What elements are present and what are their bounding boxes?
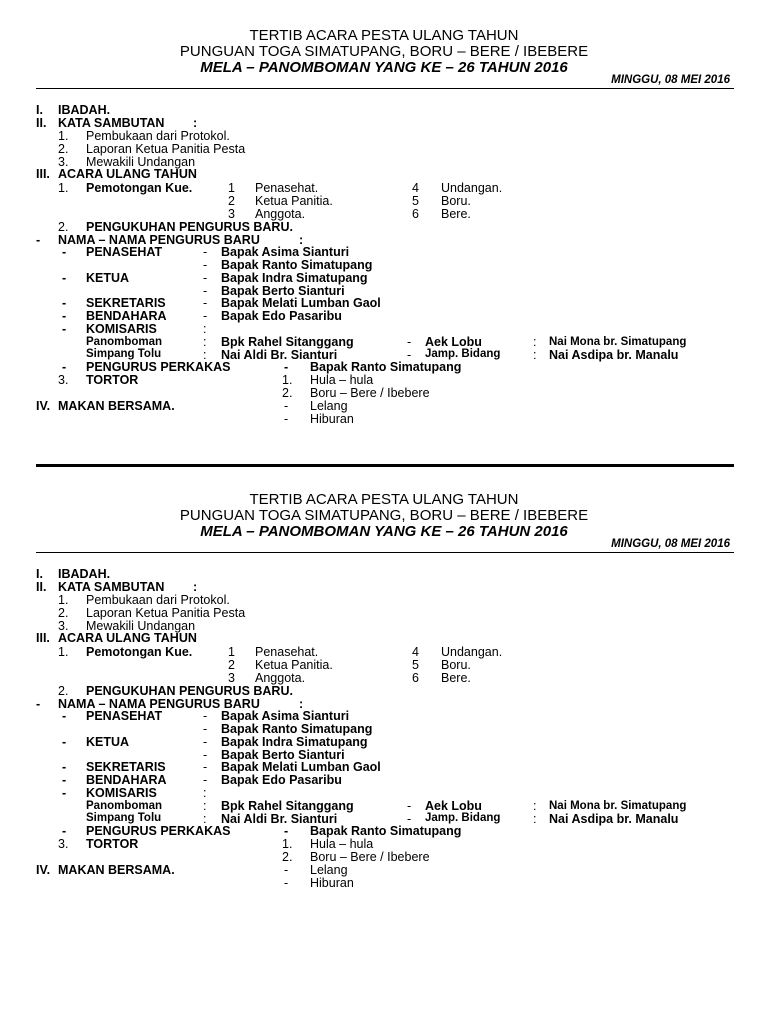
- kue-num: 4: [412, 181, 419, 195]
- officer-name: Bapak Edo Pasaribu: [221, 309, 342, 323]
- kue-item: Anggota.: [255, 207, 306, 221]
- bullet-dash: -: [62, 322, 67, 336]
- bullet-dash: -: [62, 773, 67, 787]
- title-line-1: TERTIB ACARA PESTA ULANG TAHUN: [249, 27, 519, 44]
- role-bendahara: BENDAHARA: [86, 773, 167, 787]
- pengukuhan-label: PENGUKUHAN PENGURUS BARU.: [86, 220, 293, 234]
- officer-name: Nai Mona br. Simatupang: [549, 800, 687, 812]
- colon: :: [533, 799, 537, 813]
- section-kata-sambutan: KATA SAMBUTAN: [58, 580, 165, 594]
- title-line-2: PUNGUAN TOGA SIMATUPANG, BORU – BERE / IBEBERE: [179, 43, 589, 60]
- name-dash: -: [407, 348, 412, 362]
- section-makan-bersama: MAKAN BERSAMA.: [58, 399, 175, 413]
- colon: :: [299, 697, 304, 711]
- tortor-label: TORTOR: [86, 373, 139, 387]
- list-num: 3.: [58, 619, 69, 633]
- bullet-dash: -: [62, 296, 67, 310]
- colon: :: [533, 812, 537, 826]
- name-dash: -: [203, 773, 208, 787]
- nama-pengurus-label: NAMA – NAMA PENGURUS BARU: [58, 697, 260, 711]
- kue-item: Ketua Panitia.: [255, 658, 333, 672]
- officer-name: Bapak Melati Lumban Gaol: [221, 296, 381, 310]
- role-perkakas: PENGURUS PERKAKAS: [86, 360, 231, 374]
- list-num: 3.: [58, 373, 69, 387]
- section-makan-bersama: MAKAN BERSAMA.: [58, 863, 175, 877]
- role-perkakas: PENGURUS PERKAKAS: [86, 824, 231, 838]
- colon: :: [299, 233, 304, 247]
- date-label: MINGGU, 08 MEI 2016: [611, 74, 730, 86]
- officer-name: Bapak Berto Sianturi: [221, 284, 345, 298]
- section-num: II.: [36, 580, 47, 594]
- nama-pengurus-label: NAMA – NAMA PENGURUS BARU: [58, 233, 260, 247]
- officer-name: Bapak Asima Sianturi: [221, 709, 350, 723]
- name-dash: -: [203, 735, 208, 749]
- komisaris-area: Aek Lobu: [425, 335, 482, 349]
- kue-item: Bere.: [441, 207, 471, 221]
- section-num: IV.: [36, 863, 51, 877]
- officer-name: Bapak Indra Simatupang: [221, 271, 368, 285]
- officer-name: Bapak Edo Pasaribu: [221, 773, 342, 787]
- role-ketua: KETUA: [86, 735, 130, 749]
- officer-name: Bpk Rahel Sitanggang: [221, 335, 354, 349]
- komisaris-area: Aek Lobu: [425, 799, 482, 813]
- officer-name: Bapak Melati Lumban Gaol: [221, 760, 381, 774]
- dash: -: [36, 233, 41, 247]
- role-penasehat: PENASEHAT: [86, 245, 163, 259]
- title-line-3: MELA – PANOMBOMAN YANG KE – 26 TAHUN 2016: [200, 523, 568, 540]
- kue-item: Ketua Panitia.: [255, 194, 333, 208]
- komisaris-area: Jamp. Bidang: [425, 348, 501, 360]
- list-item: Pembukaan dari Protokol.: [86, 593, 230, 607]
- role-komisaris: KOMISARIS: [86, 322, 157, 336]
- title-line-3: MELA – PANOMBOMAN YANG KE – 26 TAHUN 2016: [200, 59, 568, 76]
- list-dash: -: [284, 863, 289, 877]
- kue-item: Anggota.: [255, 671, 306, 685]
- section-num: III.: [36, 631, 50, 645]
- kue-num: 1: [228, 645, 235, 659]
- name-dash: -: [203, 284, 208, 298]
- list-item: Lelang: [310, 863, 348, 877]
- section-kata-sambutan: KATA SAMBUTAN: [58, 116, 165, 130]
- pemotongan-kue-label: Pemotongan Kue.: [86, 181, 193, 195]
- bullet-dash: -: [62, 735, 67, 749]
- officer-name: Bapak Ranto Simatupang: [310, 360, 462, 374]
- officer-name: Bapak Ranto Simatupang: [310, 824, 462, 838]
- officer-name: Bapak Ranto Simatupang: [221, 258, 373, 272]
- kue-item: Penasehat.: [255, 181, 319, 195]
- komisaris-area: Panomboman: [86, 336, 163, 348]
- name-dash: -: [203, 245, 208, 259]
- list-num: 1.: [58, 129, 69, 143]
- header-rule: [36, 552, 734, 553]
- list-item: Pembukaan dari Protokol.: [86, 129, 230, 143]
- colon: :: [203, 322, 207, 336]
- bullet-dash: -: [62, 360, 67, 374]
- bullet-dash: -: [62, 245, 67, 259]
- bullet-dash: -: [62, 786, 67, 800]
- komisaris-area: Jamp. Bidang: [425, 812, 501, 824]
- pemotongan-kue-label: Pemotongan Kue.: [86, 645, 193, 659]
- officer-name: Nai Asdipa br. Manalu: [549, 812, 679, 826]
- pengukuhan-label: PENGUKUHAN PENGURUS BARU.: [86, 684, 293, 698]
- colon: :: [193, 116, 198, 130]
- kue-num: 3: [228, 671, 235, 685]
- section-ibadah: IBADAH.: [58, 103, 111, 117]
- kue-num: 4: [412, 645, 419, 659]
- list-num: 2.: [58, 142, 69, 156]
- tortor-item: Hula – hula: [310, 373, 374, 387]
- bullet-dash: -: [62, 824, 67, 838]
- list-item: Laporan Ketua Panitia Pesta: [86, 606, 246, 620]
- name-dash: -: [203, 760, 208, 774]
- komisaris-area: Simpang Tolu: [86, 348, 162, 360]
- list-num: 2.: [58, 606, 69, 620]
- name-dash: -: [203, 309, 208, 323]
- section-num: I.: [36, 567, 43, 581]
- name-dash: -: [407, 799, 412, 813]
- section-acara-ulang-tahun: ACARA ULANG TAHUN: [58, 631, 197, 645]
- name-dash: -: [203, 709, 208, 723]
- title-line-1: TERTIB ACARA PESTA ULANG TAHUN: [249, 491, 519, 508]
- program-copy-2: [0, 464, 768, 904]
- kue-num: 5: [412, 658, 419, 672]
- officer-name: Nai Mona br. Simatupang: [549, 336, 687, 348]
- tortor-label: TORTOR: [86, 837, 139, 851]
- officer-name: Nai Aldi Br. Sianturi: [221, 348, 338, 362]
- name-dash: -: [203, 722, 208, 736]
- kue-num: 6: [412, 671, 419, 685]
- colon: :: [203, 348, 207, 362]
- list-item: Lelang: [310, 399, 348, 413]
- colon: :: [203, 786, 207, 800]
- bullet-dash: -: [62, 709, 67, 723]
- role-sekretaris: SEKRETARIS: [86, 760, 166, 774]
- list-num: 2.: [58, 220, 69, 234]
- list-item: Hiburan: [310, 412, 354, 426]
- program-copy-1: [0, 0, 768, 440]
- tortor-num: 1.: [282, 837, 293, 851]
- section-num: II.: [36, 116, 47, 130]
- kue-num: 1: [228, 181, 235, 195]
- kue-item: Undangan.: [441, 181, 503, 195]
- name-dash: -: [284, 360, 289, 374]
- colon: :: [193, 580, 198, 594]
- kue-num: 2: [228, 658, 235, 672]
- header-rule: [36, 88, 734, 89]
- colon: :: [203, 812, 207, 826]
- kue-item: Undangan.: [441, 645, 503, 659]
- colon: :: [203, 799, 207, 813]
- list-num: 3.: [58, 155, 69, 169]
- officer-name: Bapak Indra Simatupang: [221, 735, 368, 749]
- title-line-2: PUNGUAN TOGA SIMATUPANG, BORU – BERE / IBEBERE: [179, 507, 589, 524]
- section-acara-ulang-tahun: ACARA ULANG TAHUN: [58, 167, 197, 181]
- list-num: 1.: [58, 593, 69, 607]
- tortor-item: Boru – Bere / Ibebere: [310, 850, 430, 864]
- section-ibadah: IBADAH.: [58, 567, 111, 581]
- colon: :: [533, 335, 537, 349]
- list-dash: -: [284, 399, 289, 413]
- kue-item: Bere.: [441, 671, 471, 685]
- list-dash: -: [284, 876, 289, 890]
- list-num: 1.: [58, 181, 69, 195]
- role-komisaris: KOMISARIS: [86, 786, 157, 800]
- name-dash: -: [407, 335, 412, 349]
- tortor-item: Boru – Bere / Ibebere: [310, 386, 430, 400]
- name-dash: -: [284, 824, 289, 838]
- kue-item: Boru.: [441, 194, 471, 208]
- officer-name: Bpk Rahel Sitanggang: [221, 799, 354, 813]
- role-penasehat: PENASEHAT: [86, 709, 163, 723]
- colon: :: [203, 335, 207, 349]
- role-bendahara: BENDAHARA: [86, 309, 167, 323]
- date-label: MINGGU, 08 MEI 2016: [611, 538, 730, 550]
- kue-num: 3: [228, 207, 235, 221]
- role-ketua: KETUA: [86, 271, 130, 285]
- name-dash: -: [203, 748, 208, 762]
- list-item: Mewakili Undangan: [86, 155, 196, 169]
- bullet-dash: -: [62, 760, 67, 774]
- tortor-item: Hula – hula: [310, 837, 374, 851]
- tortor-num: 2.: [282, 850, 293, 864]
- name-dash: -: [203, 296, 208, 310]
- bullet-dash: -: [62, 271, 67, 285]
- list-num: 2.: [58, 684, 69, 698]
- colon: :: [533, 348, 537, 362]
- bullet-dash: -: [62, 309, 67, 323]
- dash: -: [36, 697, 41, 711]
- name-dash: -: [203, 271, 208, 285]
- name-dash: -: [407, 812, 412, 826]
- officer-name: Bapak Ranto Simatupang: [221, 722, 373, 736]
- list-item: Laporan Ketua Panitia Pesta: [86, 142, 246, 156]
- list-num: 1.: [58, 645, 69, 659]
- kue-num: 2: [228, 194, 235, 208]
- section-num: IV.: [36, 399, 51, 413]
- list-item: Mewakili Undangan: [86, 619, 196, 633]
- section-num: III.: [36, 167, 50, 181]
- kue-num: 6: [412, 207, 419, 221]
- list-item: Hiburan: [310, 876, 354, 890]
- list-num: 3.: [58, 837, 69, 851]
- section-num: I.: [36, 103, 43, 117]
- tortor-num: 2.: [282, 386, 293, 400]
- officer-name: Bapak Asima Sianturi: [221, 245, 350, 259]
- officer-name: Nai Asdipa br. Manalu: [549, 348, 679, 362]
- komisaris-area: Simpang Tolu: [86, 812, 162, 824]
- kue-item: Boru.: [441, 658, 471, 672]
- komisaris-area: Panomboman: [86, 800, 163, 812]
- kue-item: Penasehat.: [255, 645, 319, 659]
- officer-name: Bapak Berto Sianturi: [221, 748, 345, 762]
- kue-num: 5: [412, 194, 419, 208]
- role-sekretaris: SEKRETARIS: [86, 296, 166, 310]
- tortor-num: 1.: [282, 373, 293, 387]
- name-dash: -: [203, 258, 208, 272]
- officer-name: Nai Aldi Br. Sianturi: [221, 812, 338, 826]
- list-dash: -: [284, 412, 289, 426]
